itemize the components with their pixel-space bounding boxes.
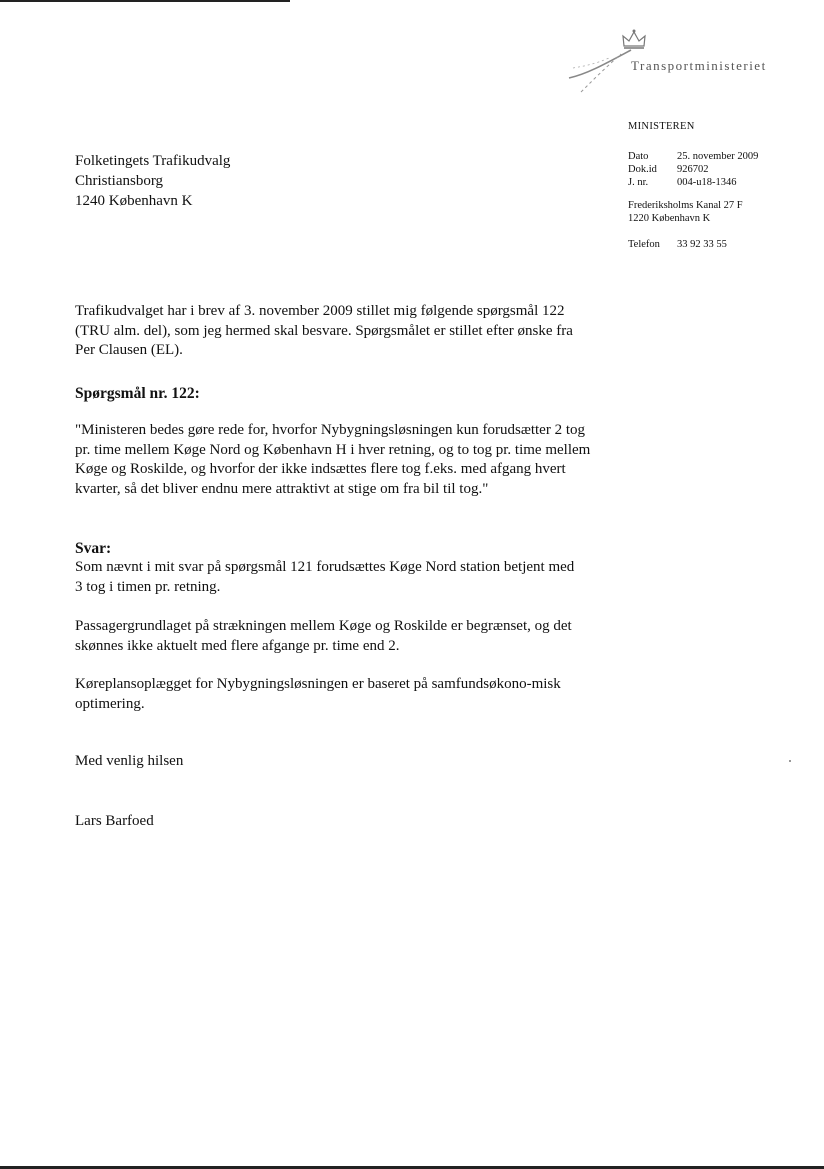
sender-phone	[628, 239, 727, 250]
sender-address	[628, 199, 743, 225]
meta-label: Dato	[628, 151, 649, 162]
swoosh-icon	[565, 44, 635, 94]
closing: Med venlig hilsen	[75, 753, 184, 769]
meta-label: Dok.id	[628, 164, 657, 175]
recipient-address	[75, 151, 230, 211]
answer-paragraph-3: Køreplansoplægget for Nybygningsløsningen er baseret på samfundsøkono-misk optimering.	[75, 676, 561, 712]
sender-address-line: Frederiksholms Kanal 27 F	[628, 200, 743, 211]
phone-value: 33 92 33 55	[677, 239, 727, 250]
logo-wordmark: Transportministeriet	[631, 58, 767, 73]
recipient-line: Folketingets Trafikudvalg	[75, 153, 231, 169]
meta-value: 25. november 2009	[677, 151, 759, 162]
top-rule	[0, 0, 290, 2]
meta-label: J. nr.	[628, 177, 649, 188]
meta-row-journal	[628, 176, 758, 189]
answer-paragraph-2: Passagergrundlaget på strækningen mellem Køge og Roskilde er begrænset, og det skønnes ikke aktuelt med flere afgange pr. time end 2.	[75, 618, 572, 654]
intro-paragraph: Trafikudvalget har i brev af 3. november 2009 stillet mig følgende spørgsmål 122 (TRU alm. del), som jeg hermed skal besvare. Spørgsmålet er stillet efter ønske fra Per Clausen (EL).	[75, 303, 573, 358]
sender-title: MINISTEREN	[628, 121, 695, 132]
question-text: "Ministeren bedes gøre rede for, hvorfor Nybygningsløsningen kun forudsætter 2 tog pr. time mellem Køge Nord og København H i hver retning, og to tog pr. time mellem Køge og Roskilde, og hvorfor der ikke indsættes flere tog f.eks. med afgang hvert kvarter, så det bliver endnu mere attraktivt at stige om fra bil til tog."	[75, 422, 591, 497]
scan-speck	[789, 760, 791, 762]
signature: Lars Barfoed	[75, 813, 154, 829]
document-meta	[628, 150, 758, 189]
answer-paragraph-1: Som nævnt i mit svar på spørgsmål 121 forudsættes Køge Nord station betjent med 3 tog i timen pr. retning.	[75, 559, 575, 595]
meta-value: 926702	[677, 164, 709, 175]
meta-value: 004-u18-1346	[677, 177, 737, 188]
recipient-line: Christiansborg	[75, 173, 164, 189]
phone-label: Telefon	[628, 239, 660, 250]
question-heading: Spørgsmål nr. 122:	[75, 385, 200, 402]
meta-row-docid	[628, 163, 758, 176]
answer-heading: Svar:	[75, 540, 112, 557]
sender-address-line: 1220 København K	[628, 213, 711, 224]
recipient-line: 1240 København K	[75, 193, 193, 209]
ministry-logo	[565, 28, 795, 100]
meta-row-date	[628, 150, 758, 163]
